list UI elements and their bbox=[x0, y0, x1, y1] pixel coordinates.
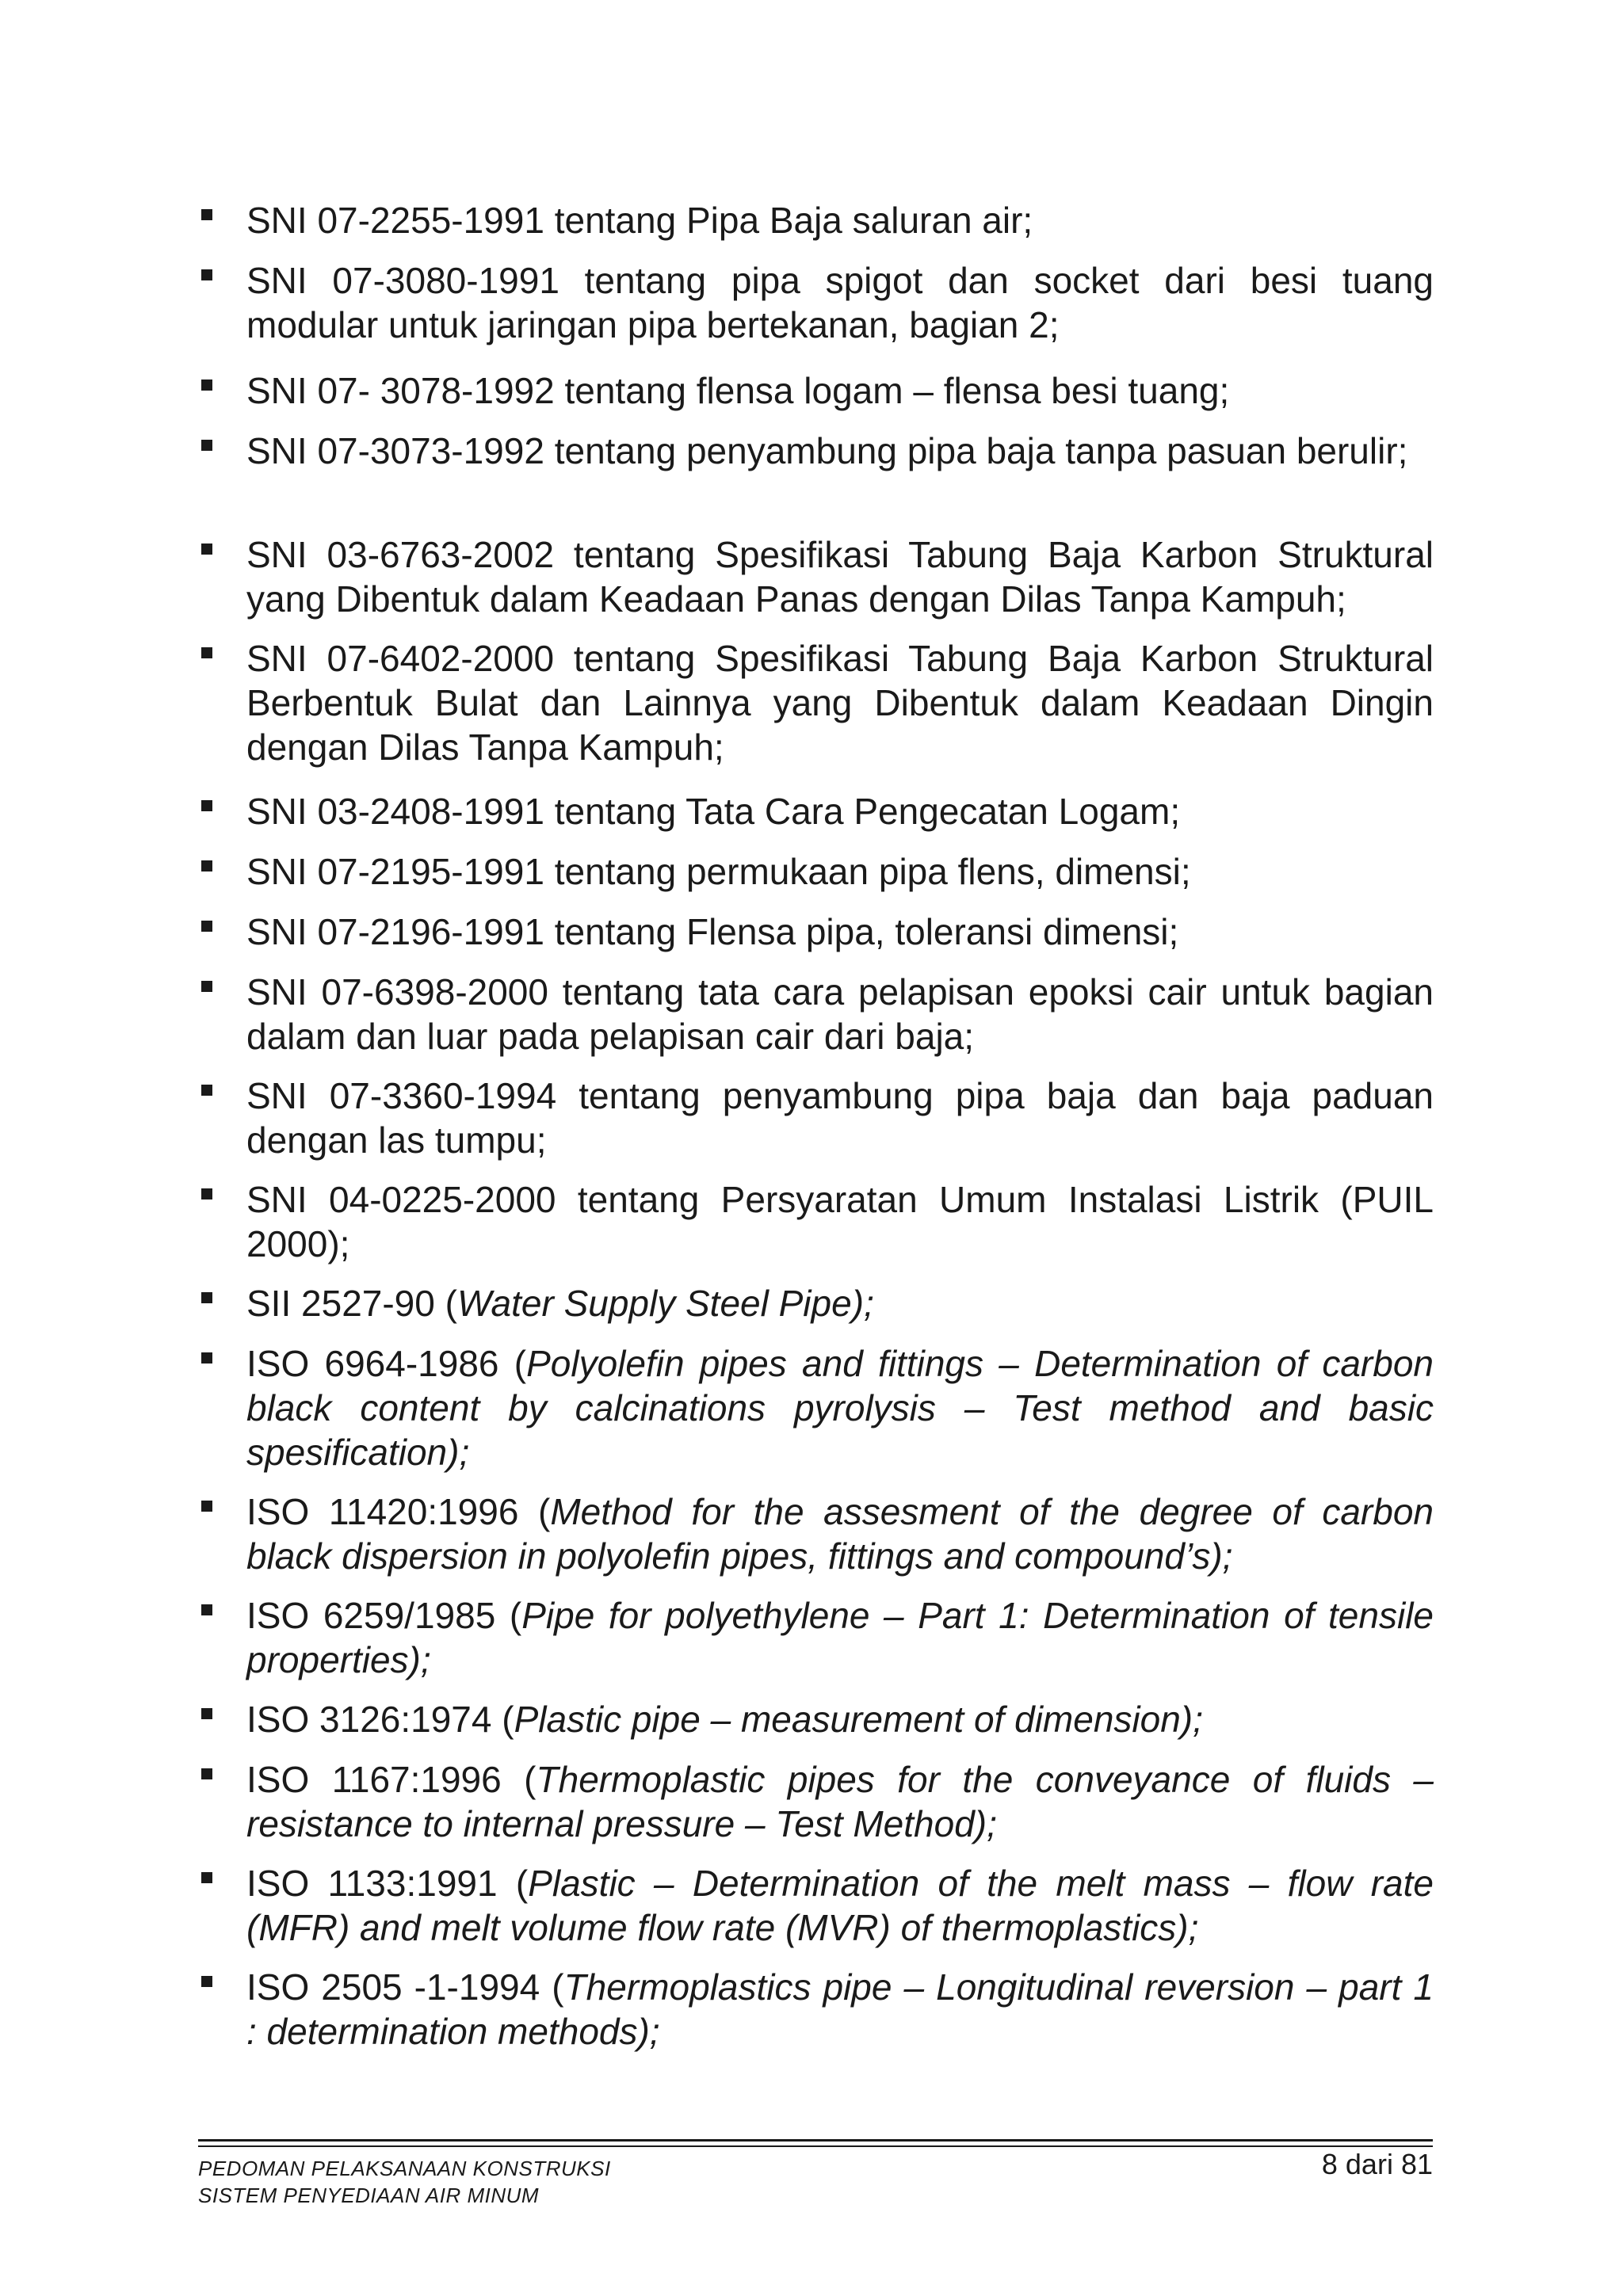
bullet-icon bbox=[201, 1085, 212, 1096]
reference-text: ISO 6964-1986 ( bbox=[246, 1343, 527, 1384]
reference-text: ISO 11420:1996 ( bbox=[246, 1491, 551, 1532]
reference-title: Thermoplastic pipes for the conveyance of fluids – resistance to internal pressure – Test Method); bbox=[246, 1759, 1434, 1844]
list-item bbox=[246, 1757, 1434, 1846]
footer-rule-bottom bbox=[198, 2145, 1433, 2147]
footer-title bbox=[198, 2155, 611, 2209]
list-item bbox=[246, 1697, 1434, 1741]
list-item bbox=[246, 1341, 1434, 1474]
bullet-icon bbox=[201, 209, 212, 220]
list-item bbox=[246, 429, 1434, 473]
bullet-icon bbox=[201, 1872, 212, 1883]
list-item bbox=[246, 636, 1434, 769]
list-item bbox=[246, 970, 1434, 1058]
reference-title: Polyolefin pipes and fittings – Determination of carbon black content by calcinations pyrolysis – Test method and basic spesification); bbox=[246, 1343, 1434, 1473]
reference-text: ISO 6259/1985 ( bbox=[246, 1595, 522, 1636]
bullet-icon bbox=[201, 860, 212, 871]
list-item bbox=[246, 532, 1434, 621]
list-item bbox=[246, 789, 1434, 833]
list-item bbox=[246, 1965, 1434, 2054]
page-number: 8 dari 81 bbox=[1321, 2148, 1433, 2180]
reference-text: ISO 3126:1974 ( bbox=[246, 1699, 514, 1740]
list-item bbox=[246, 198, 1434, 242]
reference-title: Method for the assesment of the degree of carbon black dispersion in polyolefin pipes, fittings and compound’s); bbox=[246, 1491, 1434, 1577]
bullet-icon bbox=[201, 1604, 212, 1615]
reference-text: SNI 07- 3078-1992 tentang flensa logam – flensa besi tuang; bbox=[246, 370, 1230, 411]
list-item bbox=[246, 368, 1434, 413]
bullet-icon bbox=[201, 921, 212, 932]
reference-text: SNI 07-3080-1991 tentang pipa spigot dan socket dari besi tuang modular untuk jaringan pipa bertekanan, bagian 2; bbox=[246, 260, 1434, 345]
reference-title: Plastic – Determination of the melt mass – flow rate (MFR) and melt volume flow rate (MVR) of thermoplastics); bbox=[246, 1863, 1434, 1948]
reference-text: ISO 1133:1991 ( bbox=[246, 1863, 529, 1904]
list-item bbox=[246, 258, 1434, 347]
bullet-icon bbox=[201, 1708, 212, 1719]
reference-text: SII 2527-90 ( bbox=[246, 1283, 457, 1324]
reference-text: SNI 03-2408-1991 tentang Tata Cara Pengecatan Logam; bbox=[246, 791, 1181, 832]
bullet-icon bbox=[201, 1292, 212, 1303]
bullet-icon bbox=[201, 1976, 212, 1987]
list-item bbox=[246, 1489, 1434, 1578]
reference-text: ISO 1167:1996 ( bbox=[246, 1759, 537, 1800]
footer-line-2: SISTEM PENYEDIAAN AIR MINUM bbox=[198, 2183, 540, 2207]
bullet-icon bbox=[201, 269, 212, 280]
bullet-icon bbox=[201, 440, 212, 451]
bullet-icon bbox=[201, 1501, 212, 1512]
reference-title: Water Supply Steel Pipe); bbox=[456, 1283, 874, 1324]
bullet-icon bbox=[201, 800, 212, 811]
bullet-icon bbox=[201, 981, 212, 992]
bullet-icon bbox=[201, 379, 212, 391]
reference-text: SNI 04-0225-2000 tentang Persyaratan Umum Instalasi Listrik (PUIL 2000); bbox=[246, 1179, 1434, 1264]
footer-line-1: PEDOMAN PELAKSANAAN KONSTRUKSI bbox=[198, 2157, 611, 2180]
reference-text: SNI 07-3073-1992 tentang penyambung pipa baja tanpa pasuan berulir; bbox=[246, 430, 1408, 471]
reference-text: SNI 07-2196-1991 tentang Flensa pipa, toleransi dimensi; bbox=[246, 911, 1179, 952]
reference-title: Pipe for polyethylene – Part 1: Determination of tensile properties); bbox=[246, 1595, 1434, 1680]
bullet-icon bbox=[201, 543, 212, 555]
bullet-icon bbox=[201, 1188, 212, 1199]
list-item bbox=[246, 1861, 1434, 1950]
list-item bbox=[246, 1074, 1434, 1162]
reference-text: SNI 07-3360-1994 tentang penyambung pipa baja dan baja paduan dengan las tumpu; bbox=[246, 1075, 1434, 1161]
reference-text: SNI 07-6402-2000 tentang Spesifikasi Tabung Baja Karbon Struktural Berbentuk Bulat dan Lainnya yang Dibentuk dalam Keadaan Dingin dengan Dilas Tanpa Kampuh; bbox=[246, 638, 1434, 768]
list-item bbox=[246, 849, 1434, 894]
reference-text: SNI 07-2255-1991 tentang Pipa Baja saluran air; bbox=[246, 200, 1033, 241]
footer-rule-top bbox=[198, 2139, 1433, 2142]
reference-text: SNI 07-2195-1991 tentang permukaan pipa flens, dimensi; bbox=[246, 851, 1191, 892]
reference-text: SNI 03-6763-2002 tentang Spesifikasi Tabung Baja Karbon Struktural yang Dibentuk dalam Keadaan Panas dengan Dilas Tanpa Kampuh; bbox=[246, 534, 1434, 620]
reference-title: Plastic pipe – measurement of dimension); bbox=[514, 1699, 1203, 1740]
bullet-icon bbox=[201, 647, 212, 658]
list-item bbox=[246, 1281, 1434, 1325]
reference-title: Thermoplastics pipe – Longitudinal reversion – part 1 : determination methods); bbox=[246, 1966, 1434, 2052]
reference-text: ISO 2505 -1-1994 ( bbox=[246, 1966, 564, 2008]
list-item bbox=[246, 1593, 1434, 1682]
bullet-icon bbox=[201, 1352, 212, 1363]
bullet-icon bbox=[201, 1768, 212, 1779]
reference-text: SNI 07-6398-2000 tentang tata cara pelapisan epoksi cair untuk bagian dalam dan luar pada pelapisan cair dari baja; bbox=[246, 971, 1434, 1057]
list-item bbox=[246, 1177, 1434, 1266]
list-item bbox=[246, 910, 1434, 954]
